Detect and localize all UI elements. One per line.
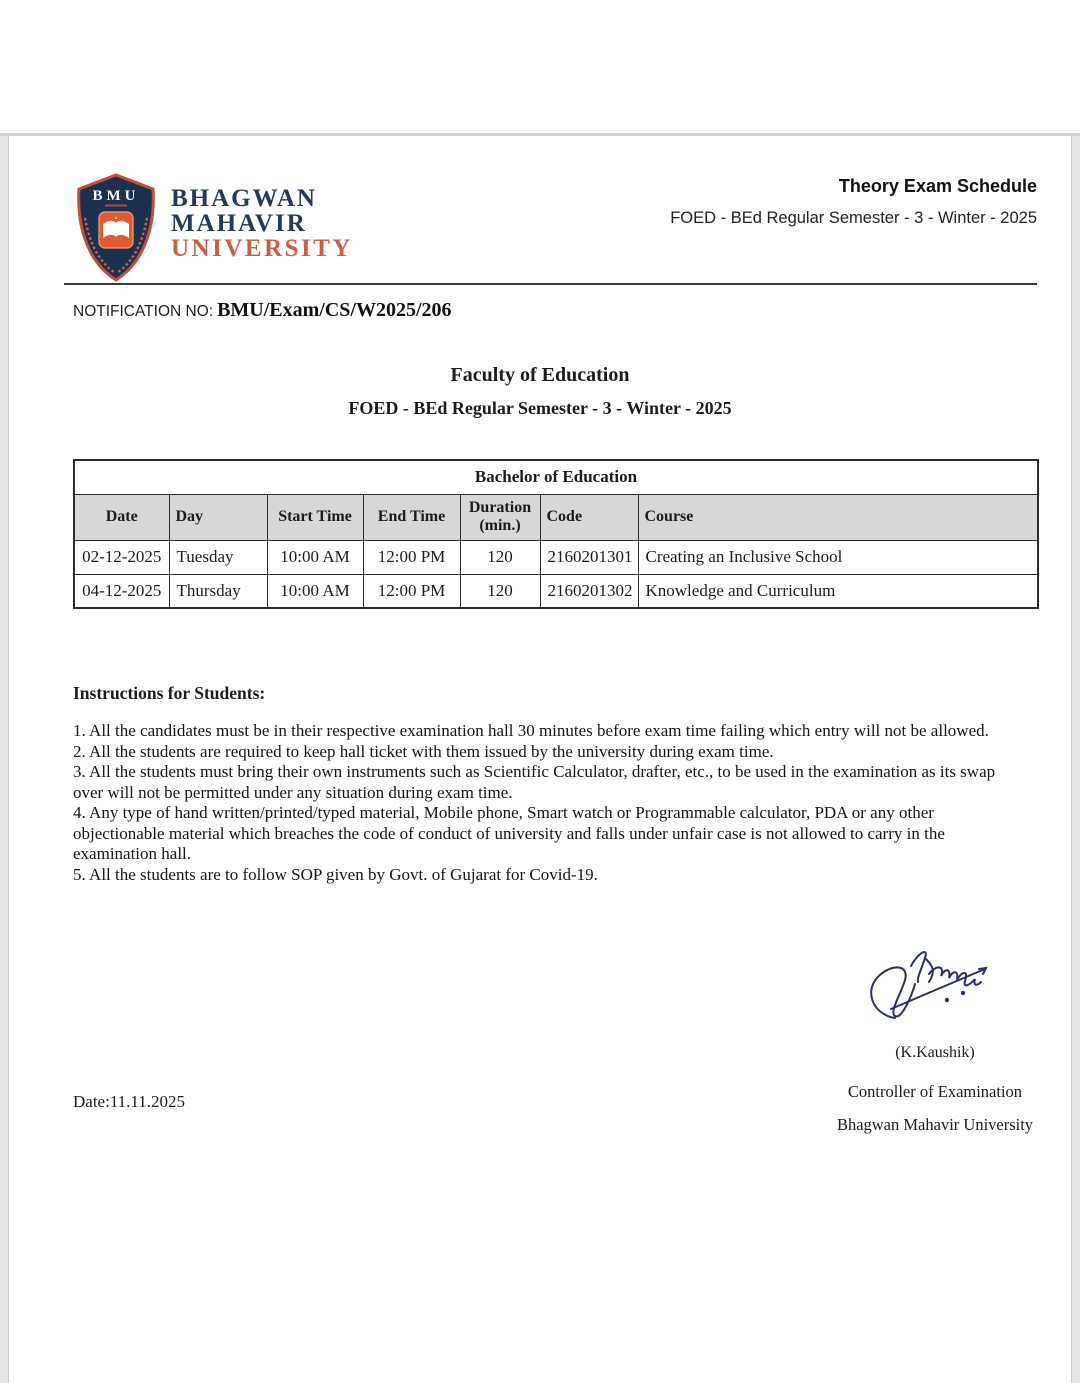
signature-icon: [855, 936, 1015, 1036]
instruction-item: 4. Any type of hand written/printed/typed material, Mobile phone, Smart watch or Programmable calculator, PDA or any other objectionable material which breaches the code of conduct of university and falls under unfair case is not allowed to carry in the examination hall.: [73, 803, 945, 863]
notification-line: [73, 299, 452, 322]
column-header-code: Code: [540, 494, 638, 540]
signatory-title: Controller of Examination: [847, 1082, 1023, 1101]
cell-duration: 120: [460, 540, 540, 574]
cell-duration: 120: [460, 574, 540, 608]
exam-schedule-title: Theory Exam Schedule: [838, 176, 1037, 196]
table-group-header: Bachelor of Education: [74, 460, 1038, 494]
exam-schedule-header: [670, 176, 1037, 228]
cell-course: Creating an Inclusive School: [638, 540, 1038, 574]
cell-date: 02-12-2025: [74, 540, 169, 574]
cell-day: Tuesday: [169, 540, 267, 574]
svg-text:BMU: BMU: [92, 188, 140, 204]
cell-code: 2160201301: [540, 540, 638, 574]
table-row: [74, 574, 1038, 608]
column-header-course: Course: [638, 494, 1038, 540]
scan-margin-right: [1072, 133, 1080, 1383]
scan-margin-left: [0, 133, 8, 1383]
bmu-shield-icon: [71, 172, 161, 284]
faculty-title: Faculty of Education: [450, 364, 630, 386]
header-divider: [64, 283, 1037, 285]
university-name-line2: MAHAVIR: [171, 210, 307, 237]
document-page: [8, 136, 1072, 1383]
issue-date: Date:11.11.2025: [73, 1092, 186, 1111]
column-header-day: Day: [169, 494, 267, 540]
cell-start: 10:00 AM: [267, 540, 363, 574]
program-title: FOED - BEd Regular Semester - 3 - Winter - 2025: [348, 398, 732, 418]
cell-start: 10:00 AM: [267, 574, 363, 608]
notification-number: BMU/Exam/CS/W2025/206: [217, 299, 452, 321]
table-row: [74, 540, 1038, 574]
exam-schedule-subtitle: FOED - BEd Regular Semester - 3 - Winter - 2025: [670, 209, 1037, 227]
instruction-item: 2. All the students are required to keep hall ticket with them issued by the university during exam time.: [73, 741, 774, 761]
cell-date: 04-12-2025: [74, 574, 169, 608]
signatory-name: (K.Kaushik): [895, 1044, 975, 1061]
column-header-duration: Duration (min.): [460, 494, 540, 540]
exam-schedule-table: [73, 459, 1039, 609]
notification-label: NOTIFICATION NO:: [73, 303, 214, 320]
cell-end: 12:00 PM: [363, 574, 460, 608]
signatory-university: Bhagwan Mahavir University: [836, 1115, 1034, 1134]
table-group-header-row: [74, 460, 1038, 494]
instructions-list: [73, 721, 1021, 885]
instruction-item: 3. All the students must bring their own instruments such as Scientific Calculator, drafter, etc., to be used in the examination as its swap over will not be permitted under any situation during exam time.: [73, 762, 996, 802]
cell-code: 2160201302: [540, 574, 638, 608]
column-header-date: Date: [74, 494, 169, 540]
cell-course: Knowledge and Curriculum: [638, 574, 1038, 608]
university-name-line1: BHAGWAN: [171, 185, 317, 212]
instruction-item: 1. All the candidates must be in their respective examination hall 30 minutes before exam time failing which entry will not be allowed.: [73, 721, 989, 740]
table-column-header-row: [74, 494, 1038, 540]
instruction-item: 5. All the students are to follow SOP given by Govt. of Gujarat for Covid-19.: [73, 864, 598, 884]
university-name: [171, 186, 353, 261]
column-header-end: End Time: [363, 494, 460, 540]
column-header-start: Start Time: [267, 494, 363, 540]
instructions-heading: Instructions for Students:: [73, 683, 266, 703]
cell-day: Thursday: [169, 574, 267, 608]
university-logo: [71, 172, 353, 284]
cell-end: 12:00 PM: [363, 540, 460, 574]
university-name-line3: UNIVERSITY: [171, 235, 353, 262]
signature-block: [829, 936, 1041, 1135]
